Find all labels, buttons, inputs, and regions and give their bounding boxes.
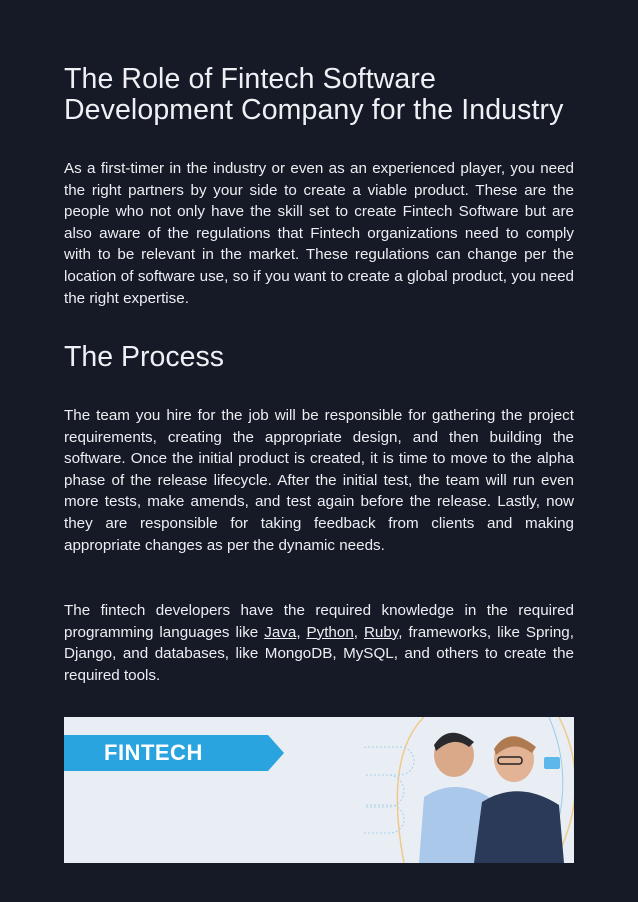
developers-paragraph (64, 600, 574, 686)
process-paragraph: The team you hire for the job will be responsible for gathering the project requirements, creating the appropriate design, and then building the software. Once the initial product is created, it is time to move to the alpha phase of the release lifecycle. After the initial test, the team will run even more tests, make amends, and test again before the release. Lastly, now they are responsible for taking feedback from clients and making appropriate changes as per the dynamic needs. (64, 407, 574, 554)
section-heading-process: The Process (64, 341, 224, 373)
banner-arrow-tip (268, 735, 284, 771)
developers-text-after: , frameworks, like Spring, Django, and databases, like MongoDB, MySQL, and others to create the required tools. (64, 623, 574, 684)
fintech-banner-label: FINTECH (104, 740, 203, 765)
developers-text-before: The fintech developers have the required knowledge in the required programming languages like (64, 602, 574, 641)
link-ruby[interactable]: Ruby (363, 623, 399, 641)
page-title-line2: Development Company for the Industry (64, 94, 564, 126)
fintech-illustration (64, 717, 574, 863)
page-title (64, 64, 604, 126)
developers-photo-icon (364, 717, 574, 863)
separator: , (296, 623, 307, 641)
intro-paragraph: As a first-timer in the industry or even as an experienced player, you need the right partners by your side to create a viable product. These are the people who not only have the skill set to create Fintech Software but are also aware of the regulations that Fintech organizations need to comply with to be relevant in the market. These regulations can change per the location of software use, so if you want to create a global product, you need the right expertise. (64, 160, 574, 307)
separator: , (353, 623, 364, 641)
link-java[interactable]: Java (264, 623, 297, 641)
link-python[interactable]: Python (306, 623, 354, 641)
page-title-line1: The Role of Fintech Software (64, 63, 436, 95)
